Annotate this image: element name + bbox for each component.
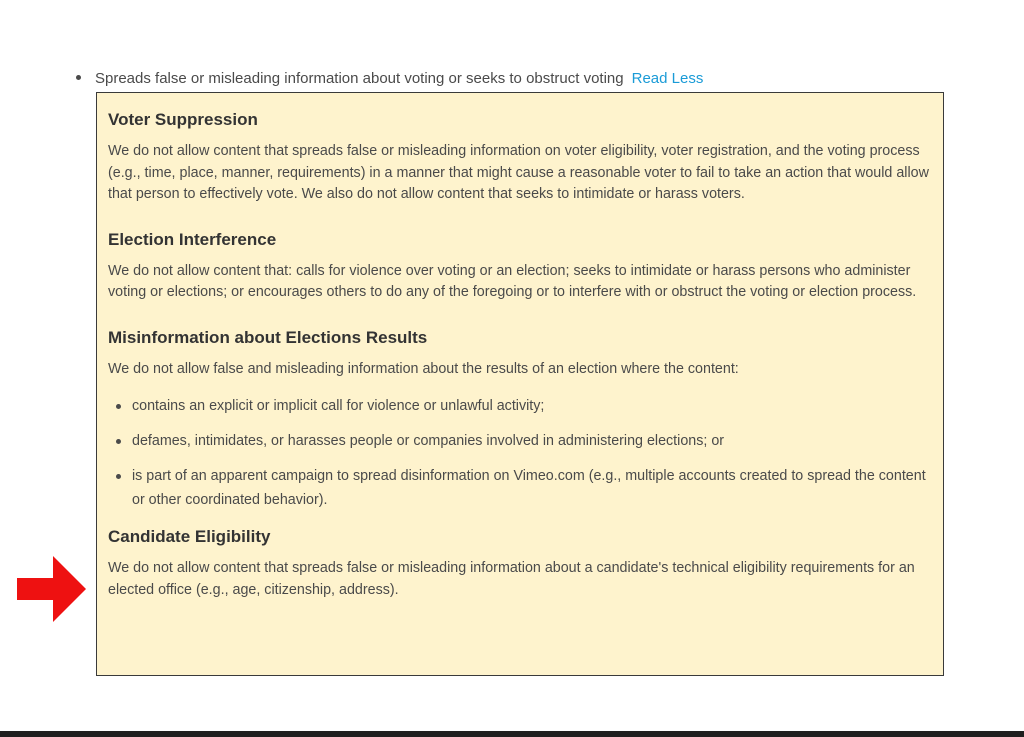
list-item-text: is part of an apparent campaign to spread disinformation on Vimeo.com (e.g., multiple accounts created to spread the content or other coordinated behavior). — [132, 468, 926, 508]
bullet-dot — [116, 439, 121, 444]
bottom-bar — [0, 731, 1024, 737]
section-misinformation-results — [108, 327, 929, 513]
section-body: We do not allow content that spreads false or misleading information on voter eligibility, voter registration, and the voting process (e.g., time, place, manner, requirements) in a manner that might cause a reasonable voter to fail to take an action that would allow that person to effectively vote. We also do not allow content that seeks to intimidate or harass voters. — [108, 143, 929, 202]
list-item-text: defames, intimidates, or harasses people or companies involved in administering elections; or — [132, 433, 725, 449]
section-election-interference — [108, 229, 929, 304]
red-arrow-icon — [17, 556, 86, 622]
list-item — [108, 429, 929, 453]
policy-bullet-text: Spreads false or misleading information about voting or seeks to obstruct voting — [95, 70, 624, 87]
section-voter-suppression — [108, 109, 929, 206]
bullet-dot — [116, 404, 121, 409]
results-conditions-list — [108, 394, 929, 512]
section-heading: Candidate Eligibility — [108, 527, 271, 546]
section-body: We do not allow content that: calls for violence over voting or an election; seeks to intimidate or harass persons who administer voting or elections; or encourages others to do any of the foregoing or to interfere with or obstruct the voting or election process. — [108, 262, 917, 300]
list-item — [108, 394, 929, 418]
policy-details-box — [96, 92, 944, 676]
bullet-dot — [116, 474, 121, 479]
section-heading: Election Interference — [108, 229, 277, 249]
list-item — [108, 464, 929, 512]
policy-bullet — [76, 70, 703, 88]
read-less-link[interactable]: Read Less — [631, 70, 704, 87]
section-body: We do not allow false and misleading information about the results of an election where the content: — [108, 360, 739, 377]
bullet-dot — [76, 75, 81, 80]
section-heading: Voter Suppression — [108, 110, 258, 129]
section-body: We do not allow content that spreads false or misleading information about a candidate's technical eligibility requirements for an elected office (e.g., age, citizenship, address). — [108, 560, 915, 598]
list-item-text: contains an explicit or implicit call for violence or unlawful activity; — [132, 398, 545, 414]
section-candidate-eligibility — [108, 526, 929, 601]
section-heading: Misinformation about Elections Results — [108, 327, 428, 347]
